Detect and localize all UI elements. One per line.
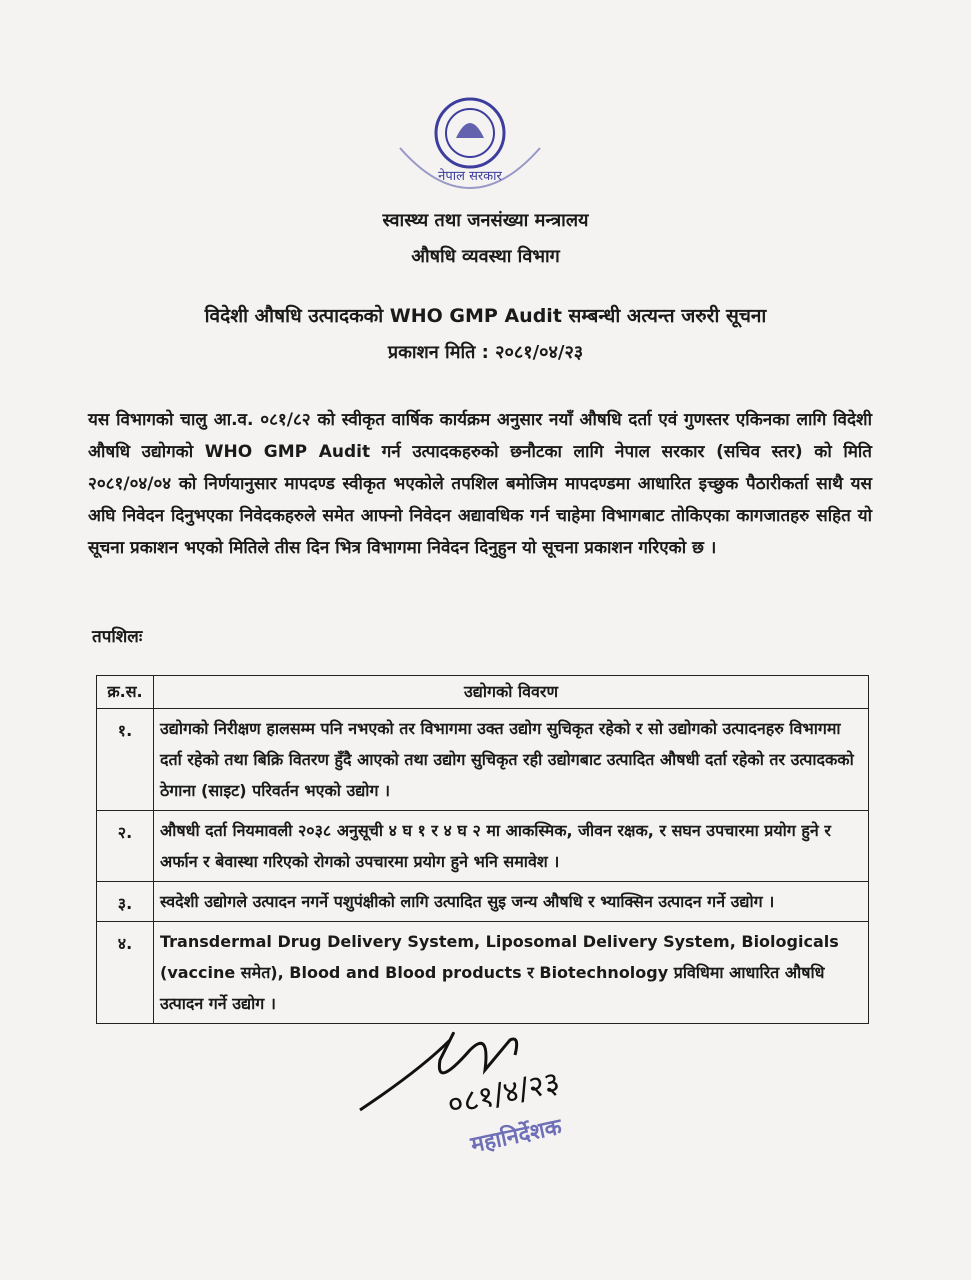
criteria-table — [96, 675, 869, 1024]
row-serial: १. — [97, 709, 154, 811]
row-description: Transdermal Drug Delivery System, Liposomal Delivery System, Biologicals (vaccine समेत), Blood and Blood products र Biotechnology प्रविधिमा आधारित औषधि उत्पादन गर्ने उद्योग । — [154, 922, 869, 1024]
director-general-stamp: महानिर्देशक — [468, 1114, 564, 1159]
ministry-name: स्वास्थ्य तथा जनसंख्या मन्त्रालय — [382, 210, 589, 231]
row-serial: २. — [97, 811, 154, 882]
table-row — [97, 882, 869, 922]
header-description: उद्योगको विवरण — [154, 676, 869, 709]
table-row — [97, 811, 869, 882]
row-description: उद्योगको निरीक्षण हालसम्म पनि नभएको तर विभागमा उक्त उद्योग सुचिकृत रहेको र सो उद्योगको उत्पादनहरु विभागमा दर्ता रहेको तथा बिक्रि वितरण हुँदै आएको तथा उद्योग सुचिकृत रही उद्योगबाट उत्पादित औषधी दर्ता रहेको तर उत्पादकको ठेगाना (साइट) परिवर्तन भएको उद्योग । — [154, 709, 869, 811]
publish-date: प्रकाशन मिति : २०८१/०४/२३ — [387, 342, 584, 363]
details-label: तपशिलः — [92, 627, 143, 647]
header-serial: क्र.स. — [97, 676, 154, 709]
row-description: स्वदेशी उद्योगले उत्पादन नगर्ने पशुपंक्षीको लागि उत्पादित सुइ जन्य औषधि र भ्याक्सिन उत्पादन गर्ने उद्योग । — [154, 882, 869, 922]
notice-title: विदेशी औषधि उत्पादकको WHO GMP Audit सम्बन्धी अत्यन्त जरुरी सूचना — [204, 305, 767, 327]
department-name: औषधि व्यवस्था विभाग — [411, 246, 560, 267]
row-serial: ४. — [97, 922, 154, 1024]
row-description: औषधी दर्ता नियमावली २०३८ अनुसूची ४ घ १ र ४ घ २ मा आकस्मिक, जीवन रक्षक, र सघन उपचारमा प्रयोग हुने र अर्फान र बेवास्था गरिएको रोगको उपचारमा प्रयोग हुने भनि समावेश । — [154, 811, 869, 882]
government-seal-icon — [380, 88, 560, 218]
table-row — [97, 709, 869, 811]
signature-date: ०८१/४/२३ — [444, 1064, 564, 1123]
seal-text: नेपाल सरकार — [438, 169, 502, 184]
table-header-row — [97, 676, 869, 709]
row-serial: ३. — [97, 882, 154, 922]
notice-body: यस विभागको चालु आ.व. ०८१/८२ को स्वीकृत वार्षिक कार्यक्रम अनुसार नयाँ औषधि दर्ता एवं गुणस्तर एकिनका लागि विदेशी औषधि उद्योगको WHO GMP Audit गर्न उत्पादकहरुको छनौटका लागि नेपाल सरकार (सचिव स्तर) को मिति २०८१/०४/०४ को निर्णयानुसार मापदण्ड स्वीकृत भएकोले तपशिल बमोजिम मापदण्डमा आधारित इच्छुक पैठारीकर्ता साथै यस अघि निवेदन दिनुभएका निवेदकहरुले समेत आफ्नो निवेदन अद्यावधिक गर्न चाहेमा विभागबाट तोकिएका कागजातहरु सहित यो सूचना प्रकाशन भएको मितिले तीस दिन भित्र विभागमा निवेदन दिनुहुन यो सूचना प्रकाशन गरिएको छ । — [88, 410, 872, 558]
